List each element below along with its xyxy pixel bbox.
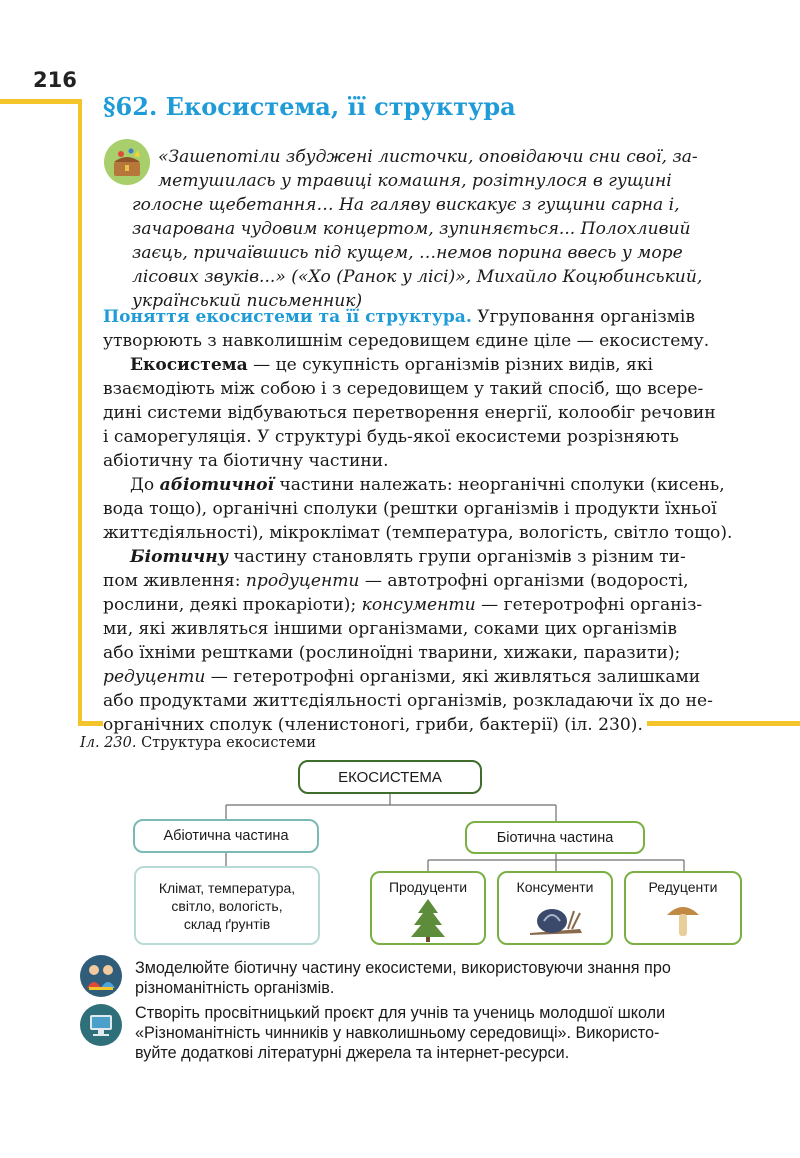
- paragraph-line: редуценти — гетеротрофні організми, які живляться залишками: [103, 667, 701, 687]
- task-line: вуйте додаткові літературні джерела та інтернет-ресурси.: [135, 1044, 570, 1062]
- task-line: Створіть просвітницький проєкт для учнів та учениць молодшої школи: [135, 1004, 666, 1022]
- task-text-2: [135, 1003, 665, 1063]
- students-icon: [79, 954, 123, 998]
- paragraph-line: вода тощо), органічні сполуки (рештки організмів і продукти їхньої: [103, 499, 717, 519]
- paragraph-line: абіотичну та біотичну частини.: [103, 451, 389, 471]
- page-number: 216: [33, 68, 77, 92]
- task-text-1: [135, 958, 671, 998]
- paragraph-abiotic: До абіотичної частини належать: неорганічні сполуки (кисень,: [130, 475, 725, 495]
- paragraph-line: або продуктами життєдіяльності організмів, розкладаючи їх до не-: [103, 691, 713, 711]
- task-line: «Різноманітність чинників у навколишньому середовищі». Використо-: [135, 1024, 660, 1042]
- page-title: §62. Екосистема, її структура: [103, 92, 516, 121]
- paragraph-line: і саморегуляція. У структурі будь-якої екосистеми розрізняють: [103, 427, 679, 447]
- paragraph-line: рослини, деякі прокаріоти); консументи — гетеротрофні організ-: [103, 595, 703, 615]
- term-ecosystem: Екосистема: [130, 355, 248, 375]
- paragraph-line: життєдіяльності), мікроклімат (температура, вологість, світло тощо).: [103, 523, 733, 543]
- epigraph-line: заєць, причаївшись під кущем, …немов порина ввесь у море: [132, 243, 683, 263]
- paragraph-line: або їхніми рештками (рослиноїдні тварини, хижаки, паразити);: [103, 643, 681, 663]
- task-line: Змоделюйте біотичну частину екосистеми, використовуючи знання про: [135, 959, 671, 977]
- term-producers: продуценти: [245, 571, 360, 591]
- epigraph-line: метушилась у травиці комашня, розітнулося в гущині: [158, 171, 672, 191]
- mushroom-icon: [663, 899, 703, 939]
- term-decomposers: редуценти: [103, 667, 206, 687]
- paragraph-line: взаємодіють між собою і з середовищем у такий спосіб, що всере-: [103, 379, 704, 399]
- figure-caption: Іл. 230. Структура екосистеми: [80, 735, 316, 751]
- paragraph-biotic: Біотичну частину становлять групи організмів з різним ти-: [130, 547, 686, 567]
- epigraph-line: «Зашепотіли збуджені листочки, оповідаючи сни свої, за-: [158, 147, 698, 167]
- section-subheading: Поняття екосистеми та її структура.: [103, 307, 472, 327]
- abiotic-detail-line: світло, вологість,: [171, 897, 283, 914]
- paragraph-concept: Поняття екосистеми та її структура. Угруповання організмів: [103, 307, 696, 327]
- ecosystem-root-box: ЕКОСИСТЕМА: [298, 760, 482, 794]
- abiotic-detail-box: [134, 866, 320, 945]
- epigraph-line: український письменник): [132, 291, 363, 311]
- epigraph-line: лісових звуків...» («Хо (Ранок у лісі)», Михайло Коцюбинський,: [132, 267, 703, 287]
- task-line: різноманітність організмів.: [135, 979, 335, 997]
- decomposers-box: Редуценти: [624, 871, 742, 945]
- abiotic-detail-line: Клімат, температура,: [158, 879, 296, 896]
- paragraph-line: утворюють з навколишнім середовищем єдине ціле — екосистему.: [103, 331, 710, 351]
- biotic-part-box: Біотична частина: [465, 821, 645, 854]
- epigraph-line: зачарована чудовим концертом, зупиняється... Полохливий: [132, 219, 691, 239]
- term-abiotic: абіотичної: [159, 475, 275, 495]
- paragraph-line: дині системи відбуваються перетворення енергії, колообіг речовин: [103, 403, 716, 423]
- consumers-box: Консументи: [497, 871, 613, 945]
- epigraph-line: голосне щебетання… На галяву вискакує з гущини сарна і,: [132, 195, 680, 215]
- producers-box: Продуценти: [370, 871, 486, 945]
- paragraph-line: органічних сполук (членистоногі, гриби, бактерії) (іл. 230).: [103, 713, 647, 737]
- paragraph-ecosystem-definition: Екосистема — це сукупність організмів різних видів, які: [130, 355, 653, 375]
- term-consumers: консументи: [361, 595, 476, 615]
- tree-icon: [408, 897, 448, 943]
- abiotic-part-box: Абіотична частина: [133, 819, 319, 853]
- abiotic-detail-line: склад ґрунтів: [183, 915, 271, 932]
- paragraph-line: ми, які живляться іншими організмами, соками цих організмів: [103, 619, 678, 639]
- computer-icon: [79, 1003, 123, 1047]
- term-biotic: Біотичну: [130, 547, 228, 567]
- snail-icon: [526, 901, 584, 937]
- paragraph-line: пом живлення: продуценти — автотрофні організми (водорості,: [103, 571, 689, 591]
